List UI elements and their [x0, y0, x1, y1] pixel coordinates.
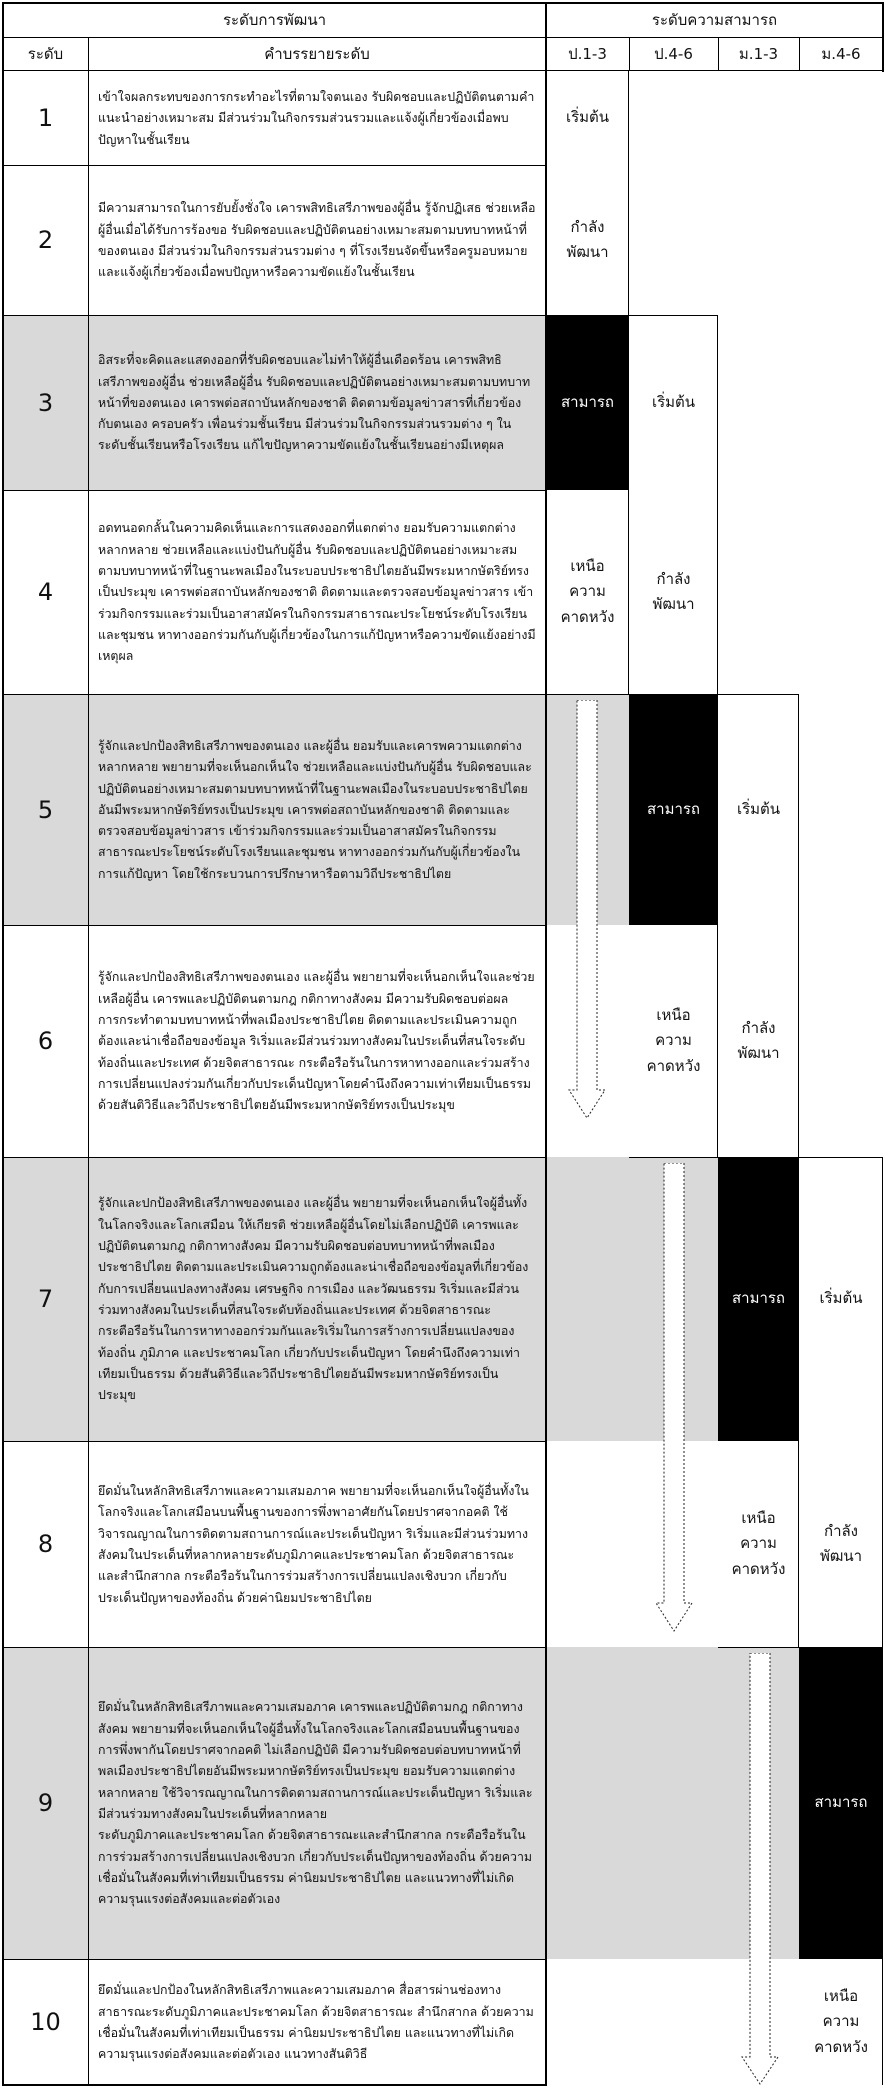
level-number: 2	[37, 226, 54, 254]
down-arrow-icon	[566, 700, 608, 1120]
m13-beyond: เหนือ ความ คาดหวัง	[731, 1508, 786, 1578]
m46-beyond: เหนือ ความ คาดหวัง	[814, 1986, 868, 2056]
header-description: คำบรรยายระดับ	[264, 45, 370, 64]
grid-line	[546, 694, 629, 695]
p46-capable: สามารถ	[629, 694, 718, 925]
level-number: 8	[37, 1530, 54, 1558]
p46-start: เริ่มต้น	[651, 392, 696, 411]
header-p4-6: ป.4-6	[654, 45, 693, 64]
grid-line	[718, 694, 799, 695]
grid-line	[3, 1647, 546, 1648]
grid-line	[628, 71, 629, 694]
header-level: ระดับ	[27, 45, 64, 64]
level-number: 10	[30, 2008, 61, 2036]
level-description: อิสระที่จะคิดและแสดงออกที่รับผิดชอบและไม่ทำให้ผู้อื่นเดือดร้อน เคารพสิทธิเสรีภาพของผู้อื่น ช่วยเหลือผู้อื่น รับผิดชอบและปฏิบัติตนอย่างเหมาะสมตามบทบาทหน้าที่ของตนเอง เคารพต่อสถาบันหลักของชาติ ติดตามข้อมูลข่าวสารที่เกี่ยวข้องกับตนเอง ครอบครัว เพื่อนร่วมชั้นเรียน มีส่วนร่วมในกิจกรรมส่วนรวมต่าง ๆ ในระดับชั้นเรียนหรือโรงเรียน แก้ไขปัญหาความขัดแย้งในชั้นเรียนอย่างมีเหตุผล	[98, 352, 531, 453]
m13-capable: สามารถ	[718, 1157, 799, 1441]
p13-beyond: เหนือ ความ คาดหวัง	[560, 556, 615, 626]
grid-line	[717, 315, 718, 1157]
grid-line	[718, 38, 719, 71]
level-number: 3	[37, 388, 54, 417]
grid-line	[3, 694, 546, 695]
level-description: ยึดมั่นและปกป้องในหลักสิทธิเสรีภาพและความเสมอภาค สื่อสารผ่านช่องทางสาธารณะระดับภูมิภาคและประชาคมโลก ด้วยจิตสาธารณะ สำนึกสากล ด้วยความเชื่อมั่นในสังคมที่เท่าเทียมเป็นธรรม ค่านิยมประชาธิปไตย และแนวทางที่ไม่เกิดความรุนแรงต่อสังคมและต่อตัวเอง แนวทางสันติวิธี	[98, 1982, 534, 2062]
m13-developing: กำลัง พัฒนา	[737, 1018, 780, 1062]
grid-line	[798, 694, 799, 1647]
grid-line	[882, 1157, 883, 2085]
grid-line	[2, 2, 884, 4]
grid-line	[718, 1647, 799, 1648]
header-ability-level: ระดับความสามารถ	[651, 11, 778, 30]
level-number: 4	[37, 578, 54, 606]
grid-line	[3, 315, 546, 316]
grid-line	[799, 38, 800, 71]
level-number: 1	[37, 104, 54, 132]
p46-beyond: เหนือ ความ คาดหวัง	[646, 1005, 701, 1075]
m13-start: เริ่มต้น	[736, 799, 781, 818]
grid-line	[3, 925, 546, 926]
level-description: รู้จักและปกป้องสิทธิเสรีภาพของตนเอง และผู้อื่น ยอมรับและเคารพความแตกต่างหลากหลาย พยายามที่จะเห็นอกเห็นใจ ช่วยเหลือและแบ่งปันกับผู้อื่น รับผิดชอบและปฏิบัติตนอย่างเหมาะสมตามบทบาทหน้าที่ในฐานะพลเมืองในระบอบประชาธิปไตยอันมีพระมหากษัตริย์ทรงเป็นประมุข เคารพต่อสถาบันหลักของชาติ ติดตามและตรวจสอบข้อมูลข่าวสาร เข้าร่วมกิจกรรมและร่วมเป็นอาสาสมัครในกิจกรรมสาธารณะประโยชน์ระดับโรงเรียนและชุมชน หาทางออกร่วมกันกับผู้เกี่ยวข้องในการแก้ปัญหา โดยใช้กระบวนการปรึกษาหารือตามวิถีประชาธิปไตย	[98, 737, 532, 881]
level-description: รู้จักและปกป้องสิทธิเสรีภาพของตนเอง และผู้อื่น พยายามที่จะเห็นอกเห็นใจและช่วยเหลือผู้อื่น เคารพและปฏิบัติตนตามกฎ กติกาทางสังคม มีความรับผิดชอบต่อผลการกระทำตามบทบาทหน้าที่พลเมืองประชาธิปไตย ติดตามและประเมินความถูกต้องและน่าเชื่อถือของข้อมูล ริเริ่มและมีส่วนร่วมทางสังคมในประเด็นที่สนใจระดับท้องถิ่นและประเทศ ด้วยจิตสาธารณะ กระตือรือร้นในการหาทางออกและร่วมสร้างการเปลี่ยนแปลงร่วมกันเกี่ยวกับประเด็นปัญหาโดยคำนึงถึงความเท่าเทียมเป็นธรรมด้วยสันติวิธีและวิถีประชาธิปไตยอันมีพระมหากษัตริย์ทรงเป็นประมุข	[98, 969, 535, 1113]
level-description: รู้จักและปกป้องสิทธิเสรีภาพของตนเอง และผู้อื่น พยายามที่จะเห็นอกเห็นใจผู้อื่นทั้งในโลกจริงและโลกเสมือน ให้เกียรติ ช่วยเหลือผู้อื่นโดยไม่เลือกปฏิบัติ เคารพและปฏิบัติตนตามกฎ กติกาทางสังคม มีความรับผิดชอบต่อบทบาทหน้าที่พลเมืองประชาธิปไตย ติดตามและประเมินความถูกต้องและน่าเชื่อถือของข้อมูลที่เกี่ยวข้องกับการเปลี่ยนแปลงทางสังคม เศรษฐกิจ การเมือง และวัฒนธรรม ริเริ่มและมีส่วนร่วมทางสังคมในประเด็นที่สนใจระดับท้องถิ่นและประเทศ ด้วยจิตสาธารณะ กระตือรือร้นในการหาทางออกร่วมกันและริเริ่มในการสร้างการเปลี่ยนแปลงของท้องถิ่น ภูมิภาค และประชาคมโลก เกี่ยวกับประเด็นปัญหา โดยคำนึงถึงความเท่าเทียมเป็นธรรม ด้วยสันติวิธีและวิถีประชาธิปไตยอันมีพระมหากษัตริย์ทรงเป็นประมุข	[98, 1195, 529, 1403]
grid-line	[3, 490, 546, 491]
header-development-level: ระดับการพัฒนา	[222, 11, 327, 30]
p46-developing: กำลัง พัฒนา	[652, 569, 695, 613]
m46-start: เริ่มต้น	[819, 1289, 863, 1308]
grid-line	[3, 70, 883, 71]
grid-line	[88, 38, 89, 2085]
level-number: 7	[37, 1285, 54, 1313]
m46-developing: กำลัง พัฒนา	[819, 1521, 863, 1565]
grid-line	[3, 165, 546, 166]
level-description: ยึดมั่นในหลักสิทธิเสรีภาพและความเสมอภาค พยายามที่จะเห็นอกเห็นใจผู้อื่นทั้งในโลกจริงและโลกเสมือนบนพื้นฐานของการพึ่งพาอาศัยกันโดยปราศจากอคติ ใช้วิจารณญาณในการติดตามสถานการณ์และประเด็นปัญหา ริเริ่มและมีส่วนร่วมทางสังคมในประเด็นที่หลากหลายระดับภูมิภาคและประชาคมโลก ด้วยจิตสาธารณะและสำนึกสากล กระตือรือร้นในการร่วมสร้างการเปลี่ยนแปลงเชิงบวก เกี่ยวกับประเด็นปัญหาของท้องถิ่น ด้วยค่านิยมประชาธิปไตย	[98, 1483, 529, 1605]
p13-developing: กำลัง พัฒนา	[566, 217, 609, 261]
level-description: มีความสามารถในการยับยั้งชั่งใจ เคารพสิทธิเสรีภาพของผู้อื่น รู้จักปฏิเสธ ช่วยเหลือผู้อื่นเมื่อได้รับการร้องขอ รับผิดชอบและปฏิบัติตนอย่างเหมาะสมตามบทบาทหน้าที่ของตนเอง มีส่วนร่วมในกิจกรรมส่วนรวมต่าง ๆ ที่โรงเรียนจัดขึ้นหรือครูมอบหมายและแจ้งผู้เกี่ยวข้องเมื่อพบปัญหาหรือความขัดแย้งในชั้นเรียน	[98, 200, 536, 280]
grid-line	[629, 315, 718, 316]
grid-line	[2, 2084, 547, 2086]
down-arrow-icon	[739, 1653, 781, 2085]
grid-line	[629, 38, 630, 71]
p13-capable: สามารถ	[546, 315, 629, 490]
level-number: 5	[37, 795, 54, 824]
header-p1-3: ป.1-3	[568, 45, 607, 64]
down-arrow-icon	[653, 1163, 695, 1633]
grid-line	[3, 37, 883, 38]
grid-line	[3, 1157, 546, 1158]
level-description: อดทนอดกลั้นในความคิดเห็นและการแสดงออกที่แตกต่าง ยอมรับความแตกต่างหลากหลาย ช่วยเหลือและแบ่งปันกับผู้อื่น รับผิดชอบและปฏิบัติตนอย่างเหมาะสมตามบทบาทหน้าที่ในฐานะพลเมืองในระบอบประชาธิปไตยอันมีพระมหากษัตริย์ทรงเป็นประมุข เคารพต่อสถาบันหลักของชาติ ติดตามและตรวจสอบข้อมูลข่าวสาร เข้าร่วมกิจกรรมและร่วมเป็นอาสาสมัครในกิจกรรมสาธารณะประโยชน์ระดับโรงเรียนและชุมชน หาทางออกร่วมกันกับผู้เกี่ยวข้องในการแก้ปัญหาหรือความขัดแย้งอย่างมีเหตุผล	[98, 520, 536, 664]
grid-line	[799, 1157, 883, 1158]
level-description: ยึดมั่นในหลักสิทธิเสรีภาพและความเสมอภาค เคารพและปฏิบัติตามกฎ กติกาทางสังคม พยายามที่จะเห็นอกเห็นใจผู้อื่นทั้งในโลกจริงและโลกเสมือนบนพื้นฐานของการพึ่งพากันโดยปราศจากอคติ ไม่เลือกปฏิบัติ มีความรับผิดชอบต่อบทบาทหน้าที่พลเมืองประชาธิปไตยอันมีพระมหากษัตริย์ทรงเป็นประมุข ยอมรับความแตกต่างหลากหลาย ใช้วิจารณญาณในการติดตามสถานการณ์และประเด็นปัญหา ริเริ่มและมีส่วนร่วมทางสังคมในประเด็นที่หลากหลาย ระดับภูมิภาคและประชาคมโลก ด้วยจิตสาธารณะและสำนึกสากล กระตือรือร้นในการร่วมสร้างการเปลี่ยนแปลงเชิงบวก เกี่ยวกับประเด็นปัญหาของท้องถิ่น ด้วยความเชื่อมั่นในสังคมที่เท่าเทียมเป็นธรรม ค่านิยมประชาธิปไตย และแนวทางที่ไม่เกิดความรุนแรงต่อสังคมและต่อตัวเอง	[98, 1699, 533, 1907]
grid-line	[629, 1157, 718, 1158]
grid-line	[3, 1441, 546, 1442]
m46-capable: สามารถ	[799, 1647, 883, 1959]
p13-start: เริ่มต้น	[565, 108, 610, 127]
level-description: เข้าใจผลกระทบของการกระทำอะไรที่ตามใจตนเอง รับผิดชอบและปฏิบัติตนตามคำแนะนำอย่างเหมาะสม มีส่วนร่วมในกิจกรรมส่วนรวมและแจ้งผู้เกี่ยวข้องเมื่อพบปัญหาในชั้นเรียน	[98, 89, 535, 147]
level-number: 9	[37, 1789, 54, 1817]
level-number: 6	[37, 1027, 54, 1055]
header-m4-6: ม.4-6	[821, 45, 861, 64]
header-m1-3: ม.1-3	[738, 45, 779, 64]
grid-line	[3, 1959, 546, 1960]
